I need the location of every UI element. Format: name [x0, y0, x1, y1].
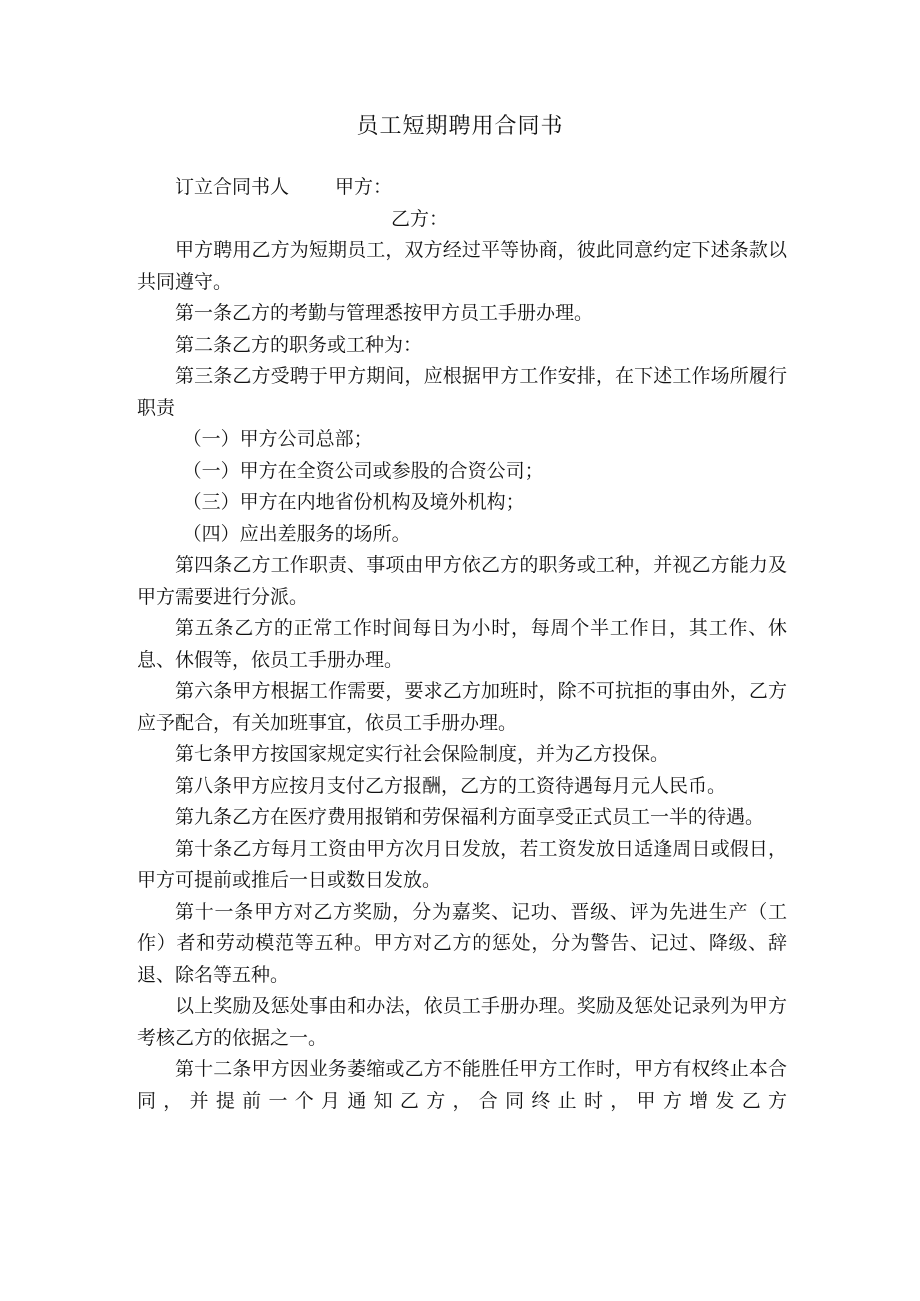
- list-item-workplace-4: （四）应出差服务的场所。: [182, 522, 411, 545]
- paragraph-article-9: 第九条乙方在医疗费用报销和劳保福利方面享受正式员工一半的待遇。: [175, 806, 765, 828]
- paragraph-article-1: 第一条乙方的考勤与管理悉按甲方员工手册办理。: [175, 302, 594, 324]
- paragraph-preamble: 甲方聘用乙方为短期员工，双方经过平等协商，彼此同意约定下述条款以共同遵守。: [137, 239, 787, 293]
- paragraph-article-7: 第七条甲方按国家规定实行社会保险制度，并为乙方投保。: [175, 743, 670, 765]
- list-item-workplace-1: （一）甲方公司总部；: [182, 428, 373, 450]
- paragraph-article-4: 第四条乙方工作职责、事项由甲方依乙方的职务或工种，并视乙方能力及甲方需要进行分派。: [137, 554, 787, 608]
- paragraph-article-12: 第十二条甲方因业务萎缩或乙方不能胜任甲方工作时，甲方有权终止本合同，并提前一个月通知乙方，合同终止时，甲方增发乙方: [137, 1058, 787, 1112]
- paragraph-article-11: 第十一条甲方对乙方奖励，分为嘉奖、记功、晋级、评为先进生产（工作）者和劳动模范等五种。甲方对乙方的惩处，分为警告、记过、降级、辞退、除名等五种。: [137, 900, 787, 986]
- paragraph-article-3: 第三条乙方受聘于甲方期间，应根据甲方工作安排，在下述工作场所履行职责: [137, 365, 787, 419]
- paragraph-article-5: 第五条乙方的正常工作时间每日为小时，每周个半工作日，其工作、休息、休假等，依员工手册办理。: [137, 617, 787, 671]
- paragraph-rewards-note: 以上奖励及惩处事由和办法，依员工手册办理。奖励及惩处记录列为甲方考核乙方的依据之一。: [137, 995, 787, 1049]
- party-b-label: 乙方：: [391, 207, 449, 230]
- paragraph-article-6: 第六条甲方根据工作需要，要求乙方加班时，除不可抗拒的事由外，乙方应予配合，有关加班事宜，依员工手册办理。: [137, 680, 787, 734]
- paragraph-article-10: 第十条乙方每月工资由甲方次月日发放，若工资发放日适逢周日或假日，甲方可提前或推后一日或数日发放。: [137, 837, 787, 891]
- signer-line: [137, 172, 787, 204]
- paragraph-article-2: 第二条乙方的职务或工种为：: [175, 333, 423, 356]
- paragraph-article-8: 第八条甲方应按月支付乙方报酬，乙方的工资待遇每月元人民币。: [175, 774, 727, 797]
- list-item-workplace-3: （三）甲方在内地省份机构及境外机构；: [182, 491, 525, 513]
- party-a-label: 甲方：: [335, 176, 393, 198]
- list-item-workplace-2: （一）甲方在全资公司或参股的合资公司；: [182, 459, 544, 482]
- signer-label: 订立合同书人: [175, 176, 290, 198]
- party-b-line: [137, 204, 787, 236]
- document-body: [137, 172, 787, 1117]
- document-title: 员工短期聘用合同书: [356, 114, 564, 139]
